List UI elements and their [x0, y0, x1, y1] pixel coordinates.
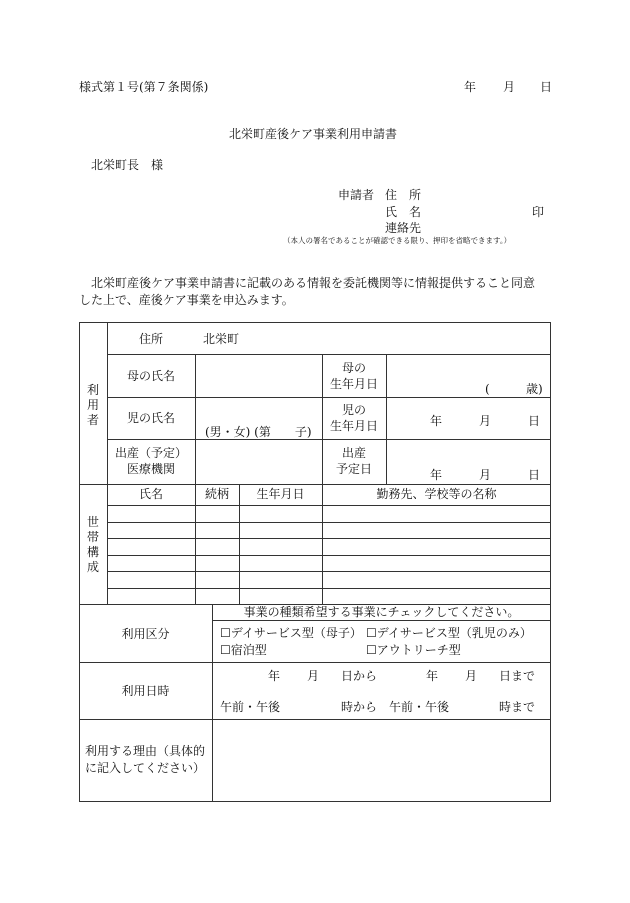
- applicant-contact-label: 連絡先: [385, 221, 422, 235]
- mother-dob-label-1: 母の: [341, 361, 366, 375]
- child-sex-order[interactable]: (男・女) (第 子): [205, 425, 312, 439]
- mother-dob-label-2: 生年月日: [329, 377, 378, 391]
- consent-line-2: した上で、産後ケア事業を申込みます。: [79, 293, 294, 307]
- child-dob-month: 月: [479, 414, 492, 428]
- option-label: デイサービス型（母子）: [230, 626, 362, 640]
- hh-header-dob: 生年月日: [256, 487, 305, 501]
- rule: [107, 555, 551, 556]
- household-section-label: 世帯構成: [86, 515, 99, 574]
- rule: [107, 439, 551, 440]
- applicant-address-label: 住 所: [385, 188, 422, 202]
- checkbox-icon[interactable]: ☐: [366, 643, 377, 657]
- from-ampm[interactable]: 午前・午後: [220, 700, 281, 714]
- from-month: 月: [307, 669, 320, 683]
- form-number: 様式第１号(第７条関係): [79, 80, 209, 94]
- signature-note: （本人の署名であることが確認できる限り、押印を省略できます。）: [283, 236, 512, 245]
- datetime-label: 利用日時: [121, 684, 170, 698]
- age-open-paren: (: [485, 382, 490, 396]
- rule: [212, 604, 213, 802]
- child-dob-year: 年: [430, 414, 443, 428]
- option-label: 宿泊型: [230, 643, 267, 657]
- to-year: 年: [426, 669, 439, 683]
- seal-label: 印: [532, 205, 545, 219]
- due-date-label-2: 予定日: [335, 462, 372, 476]
- rule: [107, 354, 551, 355]
- from-time: 時から: [341, 700, 378, 714]
- from-day: 日から: [341, 669, 378, 683]
- from-year: 年: [268, 669, 281, 683]
- consent-line-1: 北栄町産後ケア事業申請書に記載のある情報を委託機関等に情報提供すること同意: [91, 276, 536, 290]
- usage-type-label: 利用区分: [121, 627, 170, 641]
- option-outreach[interactable]: [366, 643, 461, 657]
- rule: [79, 719, 551, 720]
- header-year-label: 年: [464, 80, 477, 94]
- rule: [107, 505, 551, 506]
- rule: [239, 484, 240, 604]
- reason-label-1: 利用する理由（具体的: [85, 744, 206, 758]
- child-dob-day: 日: [528, 414, 541, 428]
- addressee: 北栄町長 様: [91, 158, 164, 172]
- application-table: [79, 322, 551, 802]
- document-title: 北栄町産後ケア事業利用申請書: [229, 127, 398, 141]
- checkbox-icon[interactable]: ☐: [220, 626, 231, 640]
- hh-header-relation: 続柄: [204, 487, 229, 501]
- option-stay[interactable]: [220, 643, 267, 657]
- due-date-month: 月: [479, 468, 492, 482]
- rule: [386, 354, 387, 484]
- header-day-label: 日: [540, 80, 553, 94]
- reason-label-2: に記入してください）: [85, 761, 206, 775]
- due-date-year: 年: [430, 468, 443, 482]
- rule: [107, 588, 551, 589]
- user-section-label: 利用者: [86, 383, 99, 427]
- rule: [107, 522, 551, 523]
- to-time: 時まで: [499, 700, 536, 714]
- checkbox-icon[interactable]: ☐: [366, 626, 377, 640]
- rule: [195, 354, 196, 484]
- to-day: 日まで: [499, 669, 536, 683]
- address-value[interactable]: 北栄町: [203, 332, 240, 346]
- hh-header-name: 氏名: [138, 487, 163, 501]
- rule: [195, 484, 196, 604]
- usage-type-instruction: 事業の種類希望する事業にチェックしてください。: [243, 605, 520, 619]
- applicant-name-label: 氏 名: [385, 205, 422, 219]
- rule: [79, 662, 551, 663]
- child-dob-label-2: 生年月日: [329, 419, 378, 433]
- child-name-label: 児の氏名: [126, 411, 175, 425]
- rule: [107, 538, 551, 539]
- age-unit: 歳): [526, 382, 543, 396]
- rule: [212, 620, 551, 621]
- mother-name-label: 母の氏名: [126, 369, 175, 383]
- rule: [322, 484, 323, 604]
- header-month-label: 月: [503, 80, 516, 94]
- applicant-label: 申請者: [338, 188, 375, 202]
- due-date-label-1: 出産: [341, 446, 366, 460]
- address-label: 住所: [138, 332, 163, 346]
- option-day-mother-child[interactable]: [220, 626, 362, 640]
- birth-institution-label-2: 医療機関: [126, 462, 175, 476]
- option-day-infant[interactable]: [366, 626, 532, 640]
- child-dob-label-1: 児の: [341, 403, 366, 417]
- rule: [107, 571, 551, 572]
- hh-header-workplace: 勤務先、学校等の名称: [376, 487, 497, 501]
- to-ampm[interactable]: 午前・午後: [389, 700, 450, 714]
- option-label: アウトリーチ型: [376, 643, 461, 657]
- checkbox-icon[interactable]: ☐: [220, 643, 231, 657]
- rule: [79, 484, 551, 485]
- option-label: デイサービス型（乳児のみ）: [376, 626, 532, 640]
- due-date-day: 日: [528, 468, 541, 482]
- to-month: 月: [465, 669, 478, 683]
- birth-institution-label-1: 出産（予定）: [114, 446, 187, 460]
- rule: [107, 397, 551, 398]
